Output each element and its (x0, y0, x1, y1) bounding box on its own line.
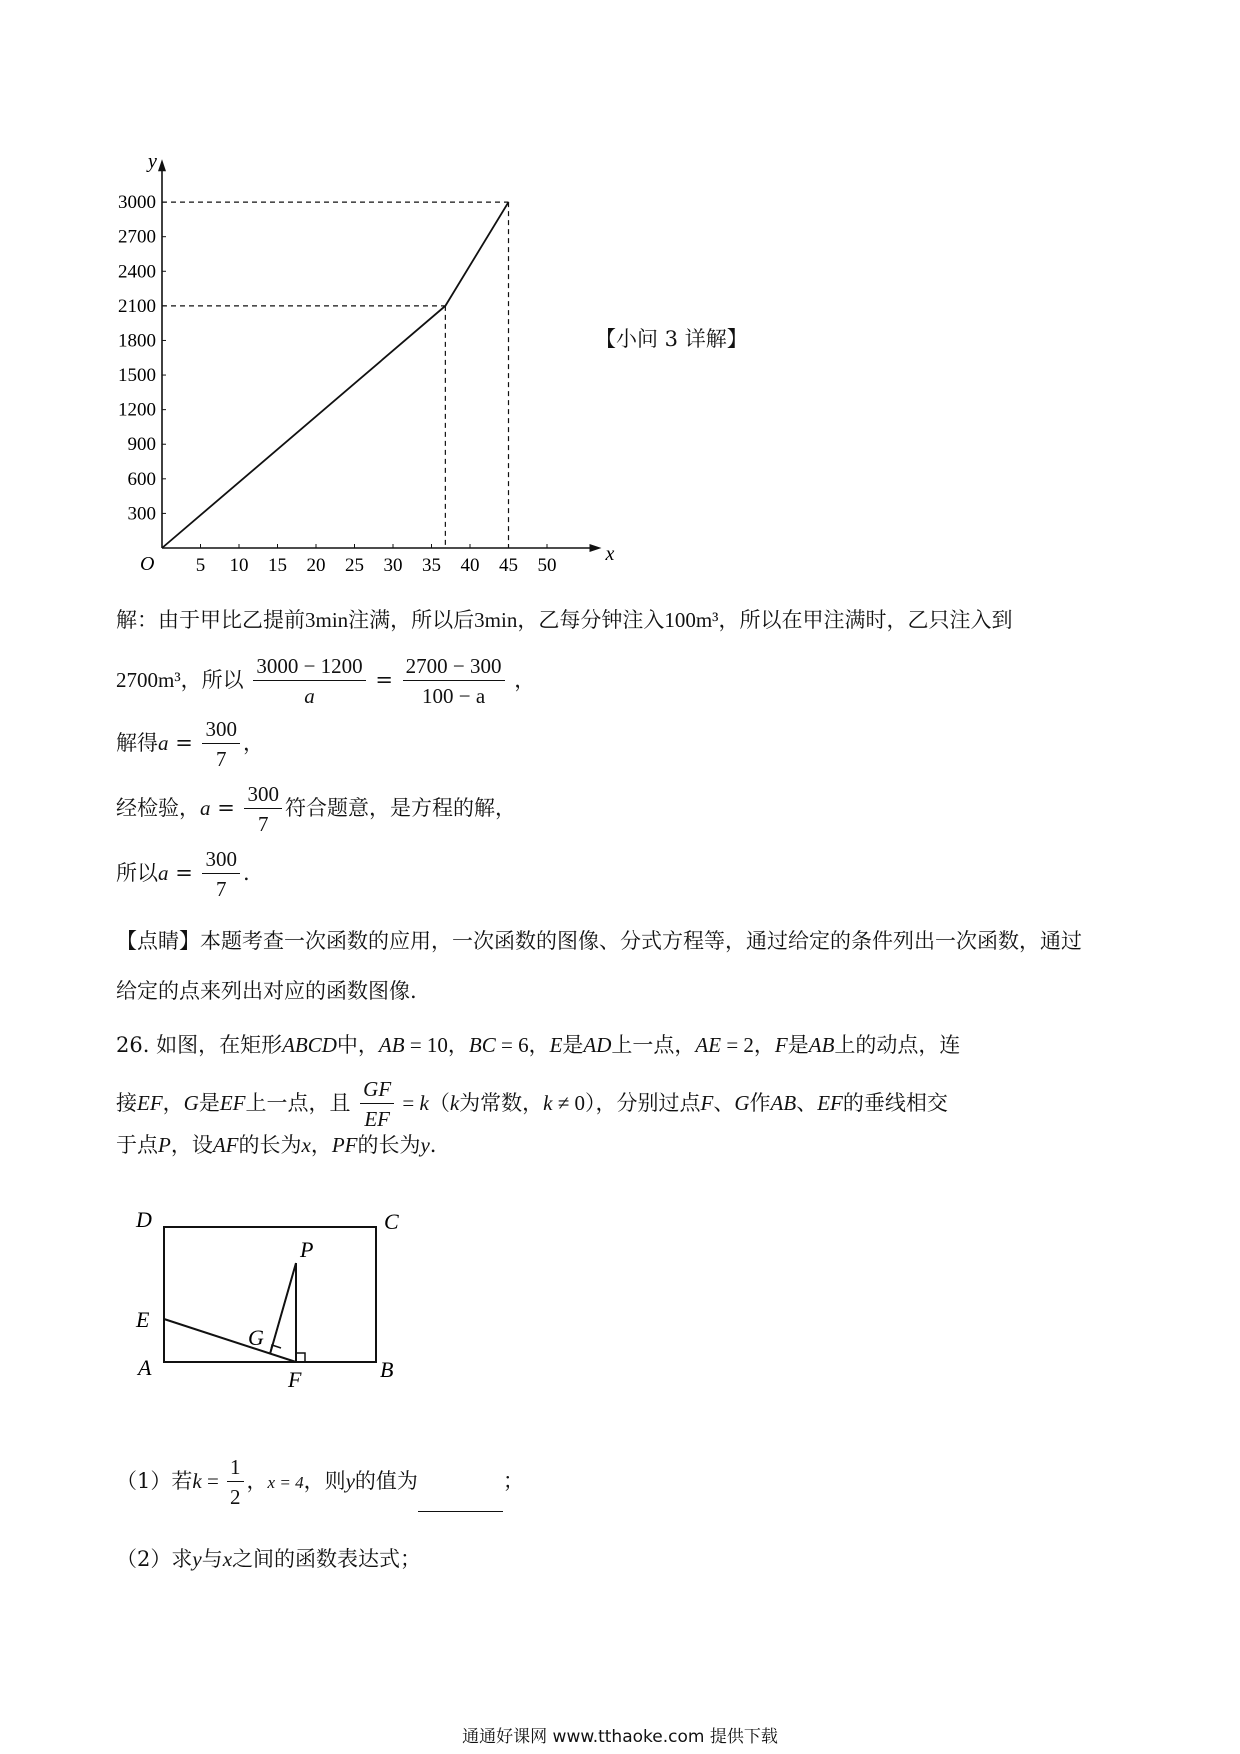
origin-label: O (140, 553, 155, 575)
x-tick-label: 10 (229, 555, 249, 576)
x-tick-label: 5 (195, 555, 206, 576)
problem-line-3: 于点P，设AF的长为x，PF的长为y. (116, 1133, 437, 1157)
y-tick-label: 600 (127, 468, 156, 490)
y-tick-label: 900 (127, 434, 156, 456)
y-tick-label: 3000 (118, 192, 156, 214)
side-label: 【小问 3 详解】 (595, 327, 748, 351)
x-tick-label: 20 (306, 555, 326, 576)
right-angle-g (270, 1345, 281, 1354)
right-angle-f (296, 1353, 305, 1362)
x-tick-label: 15 (268, 555, 287, 576)
label-p: P (300, 1237, 314, 1262)
x-tick-label: 50 (537, 555, 557, 576)
solution-line-4: 经检验，a = $\frac{300}{7}$ 符合题意，是方程的解， (116, 782, 516, 836)
label-c: C (384, 1209, 399, 1234)
label-a: A (138, 1355, 152, 1380)
label-f: F (288, 1367, 302, 1392)
segment-ef (164, 1319, 296, 1362)
problem-line-2: 接EF，G是EF上一点，且 $\frac{GF}{EF}$ = k（k为常数，k ≠ 0），分别过点F、G作AB、EF的垂线相交 (116, 1077, 948, 1131)
x-tick-label: 35 (422, 555, 441, 576)
x-axis-label: x (605, 543, 615, 565)
solution-line-2: 2700m³，所以 $\frac{3000 - 1200}{a}$ = $\frac{2700 - 300}{100 - a}$ ， (116, 652, 535, 711)
x-tick-label: 25 (345, 555, 364, 576)
comment-line-1: 【点睛】本题考查一次函数的应用，一次函数的图像、分式方程等，通过给定的条件列出一次函数，通过 (116, 929, 1082, 953)
footer-text: 通通好课网 www.tthaoke.com 提供下载 (462, 1727, 778, 1747)
x-axis-arrow (590, 544, 602, 552)
y-tick-label: 1200 (118, 399, 156, 421)
question-1: （1）若k = $\frac{1}{2}$ ，x = 4，则y的值为 ； (116, 1453, 524, 1512)
line-chart (100, 95, 615, 576)
fraction-right: $\frac{2700 - 300}{100 - a}$ (403, 652, 505, 711)
answer-blank (418, 1489, 503, 1512)
y-tick-label: 2100 (118, 295, 156, 317)
y-tick-label: 300 (127, 503, 156, 525)
problem-line-1: 26. 如图，在矩形ABCD中，AB = 10，BC = 6，E是AD上一点，AE = 2，F是AB上的动点，连 (116, 1033, 961, 1057)
x-tick-label: 30 (383, 555, 403, 576)
y-tick-label: 1500 (118, 365, 156, 387)
series-line (162, 202, 509, 548)
label-b: B (380, 1357, 394, 1382)
x-tick-label: 40 (460, 555, 480, 576)
x-tick-label: 45 (499, 555, 518, 576)
y-tick-label: 2700 (118, 226, 156, 248)
solution-line-1: 解：由于甲比乙提前3min注满，所以后3min，乙每分钟注入100m³，所以在甲注满时，乙只注入到 (116, 608, 1013, 632)
rectangle-figure (130, 1205, 420, 1400)
label-d: D (136, 1207, 152, 1232)
segment-pg (270, 1263, 296, 1354)
y-tick-label: 1800 (118, 330, 156, 352)
label-g: G (248, 1325, 264, 1350)
y-tick-label: 2400 (118, 261, 156, 283)
y-axis-label: y (148, 150, 157, 173)
fraction-left: $\frac{3000 - 1200}{a}$ (253, 652, 365, 711)
y-axis-arrow (158, 159, 166, 171)
rectangle-abcd (164, 1227, 376, 1362)
question-2: （2）求y与x之间的函数表达式； (116, 1547, 422, 1571)
label-e: E (136, 1307, 150, 1332)
comment-line-2: 给定的点来列出对应的函数图像. (116, 979, 417, 1003)
solution-line-5: 所以a = $\frac{300}{7}$ . (116, 847, 250, 901)
solution-line-3: 解得a = $\frac{300}{7}$ ， (116, 717, 264, 771)
